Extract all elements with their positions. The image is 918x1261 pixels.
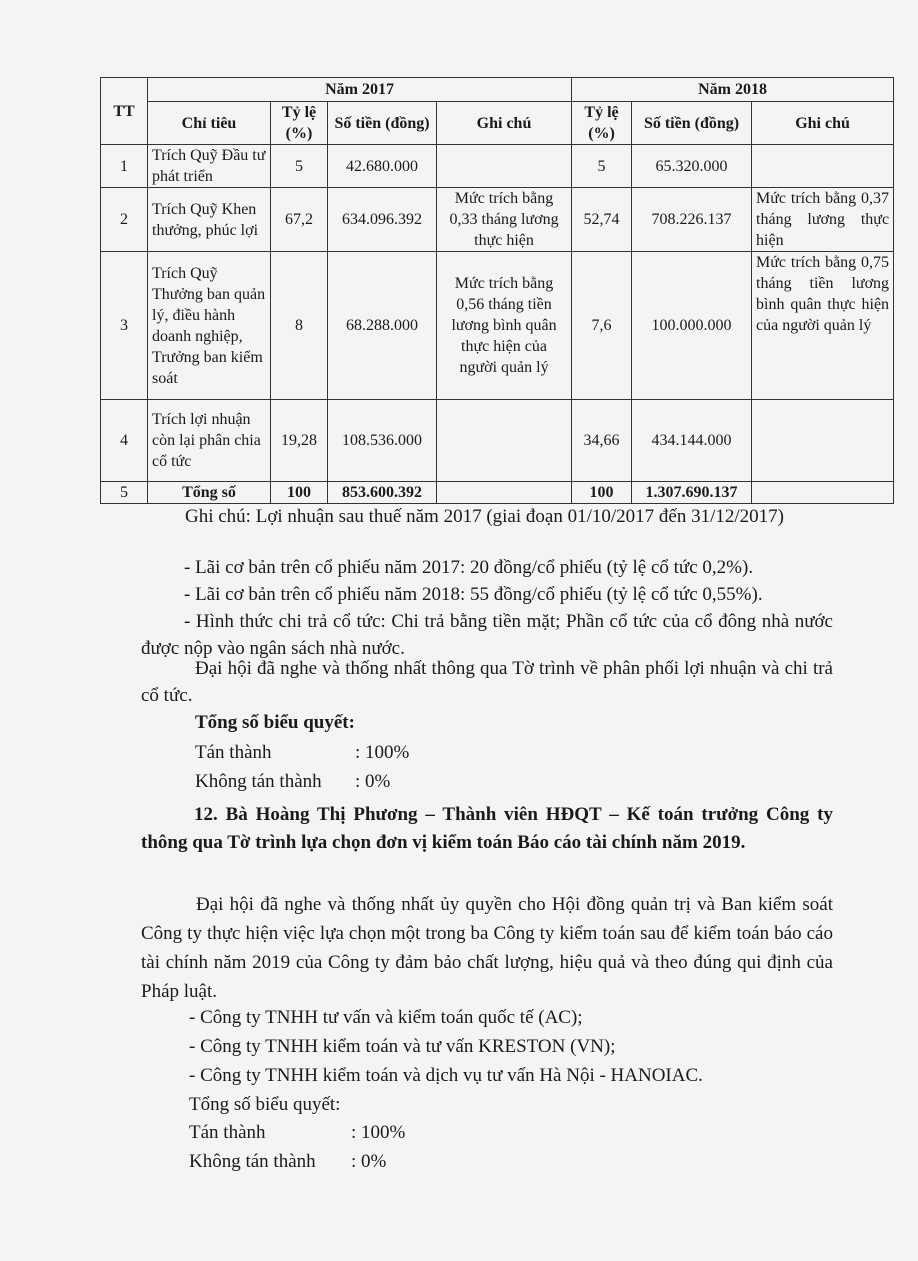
row-ty-le-2018: 7,6 — [572, 252, 632, 400]
total-row — [101, 482, 894, 504]
row-chi-tieu: Trích Quỹ Thưởng ban quản lý, điều hành doanh nghiệp, Trưởng ban kiểm soát — [148, 252, 271, 400]
row-ty-le-2018: 34,66 — [572, 400, 632, 482]
vote-title: Tổng số biểu quyết: — [195, 712, 355, 733]
vote-reject-label: Không tán thành — [189, 1151, 316, 1172]
total-label: Tổng số — [148, 482, 271, 504]
table-row — [101, 188, 894, 252]
note-eps-2017: - Lãi cơ bản trên cổ phiếu năm 2017: 20 đồng/cổ phiếu (tỷ lệ cổ tức 0,2%). — [184, 557, 754, 578]
row-so-tien-2018: 100.000.000 — [632, 252, 752, 400]
row-so-tien-2017: 68.288.000 — [328, 252, 437, 400]
row-ghi-chu-2018: Mức trích bằng 0,75 tháng tiền lương bình quân thực hiện của người quản lý — [752, 252, 894, 400]
vote-approve-label: Tán thành — [189, 1122, 266, 1143]
table-row — [101, 145, 894, 188]
total-tt: 5 — [101, 482, 148, 504]
table-row — [101, 252, 894, 400]
total-ty-le-2017: 100 — [271, 482, 328, 504]
section-12-paragraph: Đại hội đã nghe và thống nhất ủy quyền cho Hội đồng quản trị và Ban kiểm soát Công ty thực hiện việc lựa chọn một trong ba Công ty kiểm toán sau để kiểm toán báo cáo tài chính năm 2019 của Công ty đảm bảo chất lượng, hiệu quả và theo đúng qui định của Pháp luật. — [141, 894, 833, 1002]
row-ty-le-2017: 8 — [271, 252, 328, 400]
row-so-tien-2018: 434.144.000 — [632, 400, 752, 482]
note-profit-period: Ghi chú: Lợi nhuận sau thuế năm 2017 (giai đoạn 01/10/2017 đến 31/12/2017) — [185, 506, 784, 527]
row-ghi-chu-2017 — [437, 400, 572, 482]
vote-reject-value: : 0% — [355, 771, 391, 792]
row-so-tien-2018: 65.320.000 — [632, 145, 752, 188]
row-so-tien-2017: 634.096.392 — [328, 188, 437, 252]
header-ty-le-2017: Tỷ lệ (%) — [271, 102, 328, 145]
row-tt: 1 — [101, 145, 148, 188]
row-ghi-chu-2018 — [752, 400, 894, 482]
row-so-tien-2017: 108.536.000 — [328, 400, 437, 482]
vote-title: Tổng số biểu quyết: — [189, 1094, 341, 1115]
row-chi-tieu: Trích lợi nhuận còn lại phân chia cổ tức — [148, 400, 271, 482]
auditor-item: - Công ty TNHH kiểm toán và dịch vụ tư vấn Hà Nội - HANOIAC. — [189, 1065, 703, 1086]
vote-reject-value: : 0% — [351, 1151, 387, 1172]
vote-reject-label: Không tán thành — [195, 771, 322, 792]
row-ty-le-2018: 5 — [572, 145, 632, 188]
section-12-heading: 12. Bà Hoàng Thị Phương – Thành viên HĐQT – Kế toán trưởng Công ty thông qua Tờ trình lựa chọn đơn vị kiểm toán Báo cáo tài chính năm 2019. — [141, 804, 833, 853]
row-ghi-chu-2017 — [437, 145, 572, 188]
row-ty-le-2017: 67,2 — [271, 188, 328, 252]
vote-approve-value: : 100% — [351, 1122, 406, 1143]
note-agm-approval: Đại hội đã nghe và thống nhất thông qua Tờ trình về phân phối lợi nhuận và chi trả cổ tức. — [141, 658, 833, 706]
row-tt: 3 — [101, 252, 148, 400]
row-ghi-chu-2018 — [752, 145, 894, 188]
header-year-2018: Năm 2018 — [572, 78, 894, 102]
row-ty-le-2017: 19,28 — [271, 400, 328, 482]
row-ghi-chu-2018: Mức trích bằng 0,37 tháng lương thực hiện — [752, 188, 894, 252]
total-ghi-chu-2017 — [437, 482, 572, 504]
note-eps-2018: - Lãi cơ bản trên cổ phiếu năm 2018: 55 đồng/cổ phiếu (tỷ lệ cổ tức 0,55%). — [184, 584, 763, 605]
vote-approve-value: : 100% — [355, 742, 410, 763]
vote-approve-label: Tán thành — [195, 742, 272, 763]
row-ty-le-2017: 5 — [271, 145, 328, 188]
row-so-tien-2017: 42.680.000 — [328, 145, 437, 188]
total-ty-le-2018: 100 — [572, 482, 632, 504]
header-ghi-chu-2017: Ghi chú — [437, 102, 572, 145]
total-ghi-chu-2018 — [752, 482, 894, 504]
total-so-tien-2018: 1.307.690.137 — [632, 482, 752, 504]
header-tt: TT — [101, 78, 148, 145]
total-so-tien-2017: 853.600.392 — [328, 482, 437, 504]
header-year-2017: Năm 2017 — [148, 78, 572, 102]
row-tt: 2 — [101, 188, 148, 252]
row-ghi-chu-2017: Mức trích bằng 0,56 tháng tiền lương bình quân thực hiện của người quản lý — [437, 252, 572, 400]
header-ghi-chu-2018: Ghi chú — [752, 102, 894, 145]
row-tt: 4 — [101, 400, 148, 482]
note-dividend-method: - Hình thức chi trả cổ tức: Chi trả bằng tiền mặt; Phần cổ tức của cổ đông nhà nước được nộp vào ngân sách nhà nước. — [141, 611, 833, 659]
row-ty-le-2018: 52,74 — [572, 188, 632, 252]
row-ghi-chu-2017: Mức trích bằng 0,33 tháng lương thực hiện — [437, 188, 572, 252]
auditor-item: - Công ty TNHH tư vấn và kiểm toán quốc tế (AC); — [189, 1007, 583, 1028]
header-chi-tieu: Chỉ tiêu — [148, 102, 271, 145]
table-row — [101, 400, 894, 482]
header-so-tien-2018: Số tiền (đồng) — [632, 102, 752, 145]
header-ty-le-2018: Tỷ lệ (%) — [572, 102, 632, 145]
row-chi-tieu: Trích Quỹ Khen thưởng, phúc lợi — [148, 188, 271, 252]
row-so-tien-2018: 708.226.137 — [632, 188, 752, 252]
header-so-tien-2017: Số tiền (đồng) — [328, 102, 437, 145]
row-chi-tieu: Trích Quỹ Đầu tư phát triển — [148, 145, 271, 188]
auditor-item: - Công ty TNHH kiểm toán và tư vấn KRESTON (VN); — [189, 1036, 616, 1057]
profit-distribution-table — [100, 77, 894, 504]
